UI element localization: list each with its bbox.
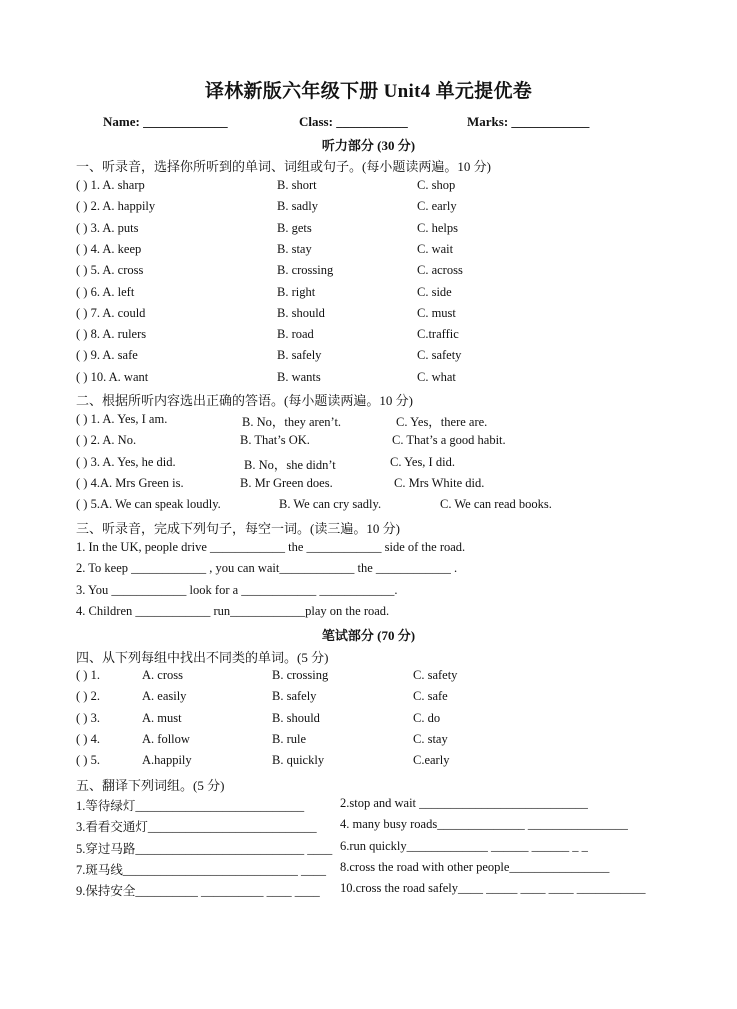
question-option-a: ( ) 2. A. happily	[76, 199, 156, 214]
question-option-a: ( ) 3. A. Yes, he did.	[76, 454, 176, 469]
translation-item-right: 2.stop and wait ___________________________	[340, 796, 588, 810]
question-option-c: C. side	[417, 284, 452, 299]
question-option-a: A. must	[142, 710, 182, 725]
translation-item-left: 5.穿过马路___________________________ ____	[76, 841, 333, 856]
fill-blank-sentence: 2. To keep ____________ , you can wait____________ the ____________ .	[76, 561, 458, 576]
part1-heading: 一、听录音，选择你所听到的单词、词组或句子。(每小题读两遍。10 分)	[76, 159, 491, 174]
question-option-a: A.happily	[142, 753, 192, 768]
question-option-b: B. Mr Green does.	[240, 475, 333, 490]
question-option-a: ( ) 3. A. puts	[76, 220, 139, 235]
question-option-c: C. must	[417, 305, 456, 320]
translation-item-left: 7.斑马线____________________________ ____	[76, 862, 327, 877]
question-option-a: ( ) 9. A. safe	[76, 348, 138, 363]
question-option-c: C. We can read books.	[440, 497, 552, 512]
question-option-a: ( ) 5.A. We can speak loudly.	[76, 497, 221, 512]
question-option-c: C. That’s a good habit.	[392, 433, 506, 448]
question-option-b: B. sadly	[277, 199, 318, 214]
question-number: ( ) 3.	[76, 710, 100, 725]
question-option-b: B. stay	[277, 241, 312, 256]
marks-field[interactable]: Marks: ____________	[467, 114, 590, 129]
question-option-b: B. No，she didn’t	[244, 457, 336, 472]
question-option-b: B. safely	[272, 689, 317, 704]
question-option-a: ( ) 6. A. left	[76, 284, 135, 299]
question-option-b: B. road	[277, 327, 314, 342]
question-option-a: ( ) 10. A. want	[76, 369, 149, 384]
question-option-c: C. do	[413, 710, 441, 725]
part2-heading: 二、根据所听内容选出正确的答语。(每小题读两遍。10 分)	[76, 393, 413, 408]
question-option-c: C. across	[417, 263, 463, 278]
question-option-a: A. cross	[142, 668, 183, 682]
question-option-c: C. shop	[417, 178, 456, 192]
question-option-b: B. right	[277, 284, 316, 299]
question-option-a: ( ) 2. A. No.	[76, 433, 137, 448]
question-option-c: C. early	[417, 199, 457, 214]
fill-blank-sentence: 1. In the UK, people drive ____________ the ____________ side of the road.	[76, 540, 466, 554]
question-option-c: C. safe	[413, 689, 448, 704]
question-option-b: B. gets	[277, 220, 312, 235]
question-option-c: C.traffic	[417, 327, 459, 342]
question-option-b: B. short	[277, 178, 317, 192]
question-number: ( ) 5.	[76, 753, 100, 768]
question-option-c: C. stay	[413, 731, 448, 746]
question-option-b: B. We can cry sadly.	[279, 497, 382, 512]
question-option-b: B. should	[272, 710, 320, 725]
question-option-a: ( ) 7. A. could	[76, 305, 146, 320]
fill-blank-sentence: 3. You ____________ look for a ____________ ____________.	[76, 582, 398, 597]
question-number: ( ) 4.	[76, 731, 100, 746]
page-title: 译林新版六年级下册 Unit4 单元提优卷	[204, 81, 533, 102]
question-option-b: B. No，they aren’t.	[242, 415, 342, 429]
fill-blank-sentence: 4. Children ____________ run____________play on the road.	[76, 603, 390, 618]
part3-heading: 三、听录音，完成下列句子，每空一词。(读三遍。10 分)	[76, 521, 400, 536]
translation-item-left: 1.等待绿灯___________________________	[76, 799, 305, 813]
question-option-c: C. safety	[413, 668, 458, 682]
question-option-a: ( ) 1. A. sharp	[76, 178, 145, 192]
question-option-c: C.early	[413, 753, 450, 768]
class-field[interactable]: Class: ___________	[299, 114, 408, 129]
part4-heading: 四、从下列每组中找出不同类的单词。(5 分)	[76, 650, 329, 665]
written-section-title: 笔试部分 (70 分)	[321, 628, 416, 643]
question-option-a: ( ) 5. A. cross	[76, 263, 144, 278]
question-option-b: B. That’s OK.	[240, 433, 310, 448]
question-option-b: B. should	[277, 305, 325, 320]
translation-item-right: 6.run quickly_____________ ______ ______ _ _	[340, 838, 588, 853]
question-option-c: C. Mrs White did.	[394, 475, 485, 490]
name-field[interactable]: Name: _____________	[103, 114, 228, 129]
translation-item-left: 3.看看交通灯___________________________	[76, 820, 317, 835]
question-option-c: C. what	[417, 369, 456, 384]
question-option-a: A. easily	[142, 689, 187, 704]
question-option-a: ( ) 1. A. Yes, I am.	[76, 412, 168, 426]
question-option-c: C. helps	[417, 220, 458, 235]
question-option-b: B. safely	[277, 348, 322, 363]
question-number: ( ) 2.	[76, 689, 100, 704]
question-option-a: ( ) 4.A. Mrs Green is.	[76, 475, 184, 490]
question-option-a: ( ) 8. A. rulers	[76, 327, 147, 342]
part5-heading: 五、翻译下列词组。(5 分)	[76, 778, 225, 793]
question-option-a: ( ) 4. A. keep	[76, 241, 142, 256]
question-option-c: C. safety	[417, 348, 462, 363]
question-option-b: B. crossing	[272, 668, 329, 682]
question-option-a: A. follow	[142, 731, 190, 746]
translation-item-right: 4. many busy roads______________ ________________	[340, 817, 628, 832]
question-option-b: B. wants	[277, 369, 321, 384]
question-option-b: B. rule	[272, 731, 307, 746]
translation-item-right: 10.cross the road safely____ _____ ____ ____ ___________	[340, 881, 646, 896]
question-option-b: B. quickly	[272, 753, 325, 768]
question-number: ( ) 1.	[76, 668, 100, 682]
translation-item-right: 8.cross the road with other people________________	[340, 859, 610, 874]
translation-item-left: 9.保持安全__________ __________ ____ ____	[76, 884, 320, 899]
question-option-c: C. Yes，there are.	[396, 415, 488, 429]
question-option-b: B. crossing	[277, 263, 334, 278]
question-option-c: C. Yes, I did.	[390, 454, 455, 469]
listening-section-title: 听力部分 (30 分)	[321, 138, 416, 153]
question-option-c: C. wait	[417, 241, 454, 256]
